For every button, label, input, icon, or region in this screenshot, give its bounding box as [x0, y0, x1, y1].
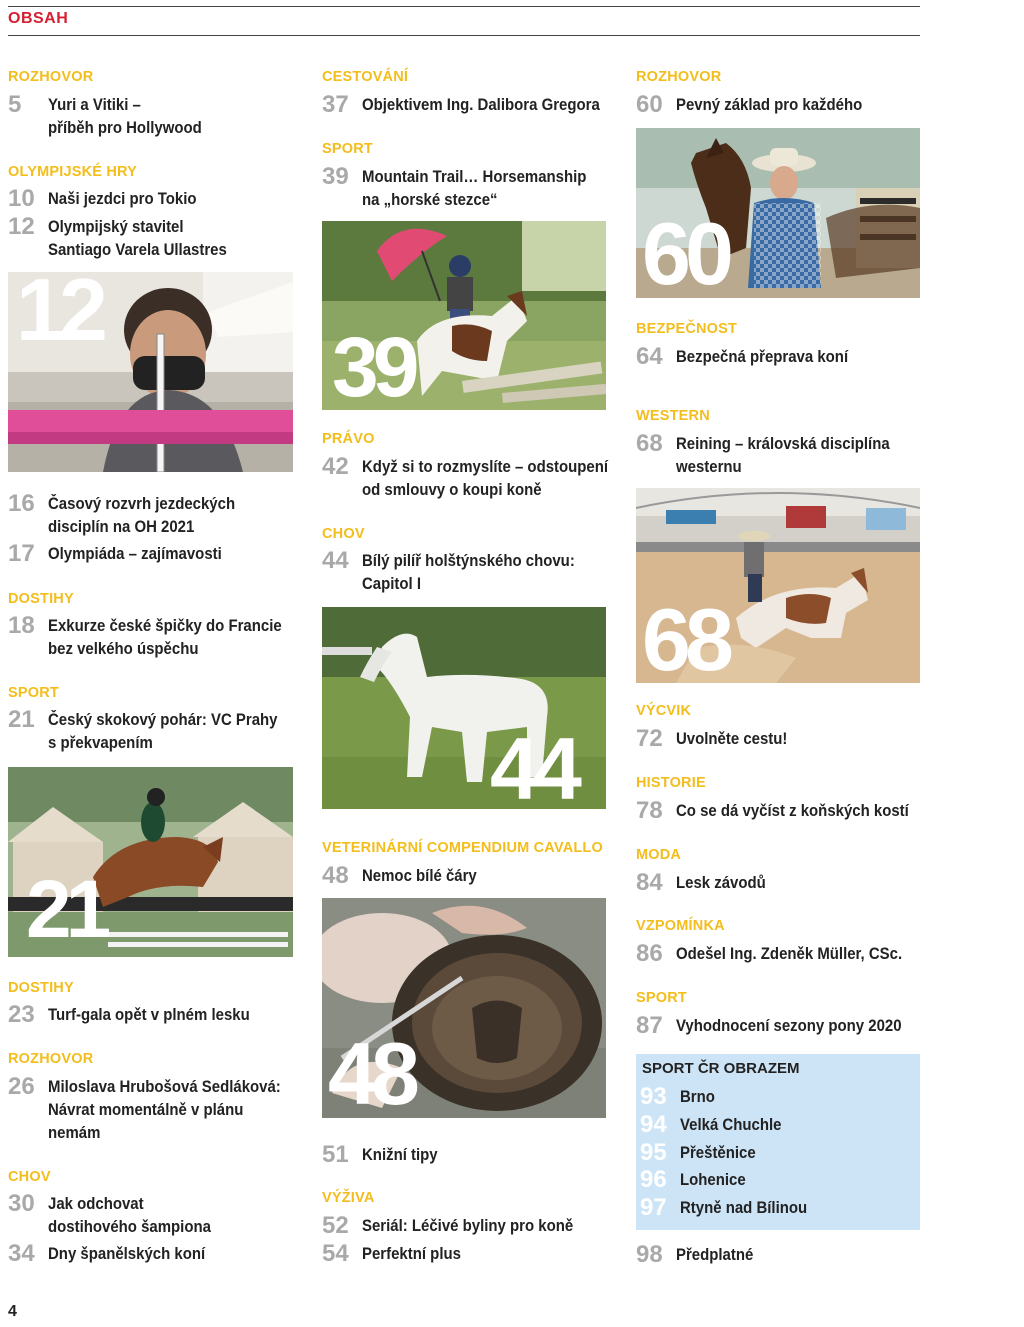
page-number: 10: [8, 185, 35, 212]
entry-title: Nemoc bílé čáry: [362, 866, 477, 885]
entry-title: Přeštěnice: [680, 1143, 756, 1162]
entry-title: Uvolněte cestu!: [676, 729, 788, 748]
toc-entry[interactable]: [636, 345, 872, 369]
toc-entry[interactable]: [636, 1014, 932, 1038]
toc-entry[interactable]: [322, 455, 642, 501]
page-number: 44: [322, 547, 349, 574]
section-label: BEZPEČNOST: [636, 321, 738, 337]
entry-title: Reining – královská disciplína westernu: [676, 434, 890, 476]
entry-title: Bílý pilíř holštýnského chovu: Capitol I: [362, 551, 575, 593]
photo-page-number: 39: [332, 320, 414, 410]
section-label: ROZHOVOR: [8, 69, 94, 85]
section-label: DOSTIHY: [8, 980, 74, 996]
toc-entry[interactable]: [636, 942, 933, 966]
section-label: SPORT: [636, 990, 687, 1006]
section-label: PRÁVO: [322, 431, 375, 447]
toc-entry[interactable]: [8, 1003, 277, 1027]
toc-entry[interactable]: [322, 864, 492, 888]
page-number: 16: [8, 490, 35, 517]
section-label: CHOV: [8, 1169, 51, 1185]
box-entry[interactable]: [640, 1113, 795, 1137]
toc-entry[interactable]: [636, 1243, 764, 1267]
page-number: 39: [322, 163, 349, 190]
photo-cowboy-horse: [636, 128, 920, 298]
page-number: 12: [8, 213, 35, 240]
toc-entry[interactable]: [8, 1242, 227, 1266]
page-number: 52: [322, 1212, 349, 1239]
page-number: 60: [636, 91, 663, 118]
box-entry[interactable]: [640, 1168, 755, 1192]
page-number: 86: [636, 940, 663, 967]
sport-cr-box: [636, 1054, 920, 1230]
page-number: 72: [636, 725, 663, 752]
entry-title: Český skokový pohár: VC Prahy s překvapením: [48, 710, 278, 752]
entry-title: Odešel Ing. Zdeněk Müller, CSc.: [676, 944, 903, 963]
photo-page-number: 68: [642, 590, 728, 683]
page-number: 97: [640, 1194, 667, 1221]
page-number: 68: [636, 430, 663, 457]
folio: 4: [8, 1303, 17, 1320]
toc-entry[interactable]: [8, 708, 309, 754]
section-label: CHOV: [322, 526, 365, 542]
page-number: 93: [640, 1083, 667, 1110]
page-number: 64: [636, 343, 663, 370]
entry-title: Objektivem Ing. Dalibora Gregora: [362, 95, 600, 114]
page-number: 21: [8, 706, 35, 733]
box-entry[interactable]: [640, 1196, 825, 1220]
toc-entry[interactable]: [636, 871, 778, 895]
section-label: VZPOMÍNKA: [636, 918, 725, 934]
entry-title: Vyhodnocení sezony pony 2020: [676, 1016, 902, 1035]
entry-title: Exkurze české špičky do Francie bez velkého úspěchu: [48, 616, 282, 658]
box-title: SPORT ČR OBRAZEM: [642, 1060, 800, 1077]
toc-entry[interactable]: [8, 614, 314, 660]
entry-title: Předplatné: [676, 1245, 754, 1264]
entry-title: Olympiáda – zajímavosti: [48, 544, 222, 563]
page-number: 17: [8, 540, 35, 567]
entry-title: Miloslava Hrubošová Sedláková: Návrat momentálně v plánu nemám: [48, 1077, 281, 1142]
entry-title: Dny španělských koní: [48, 1244, 206, 1263]
toc-entry[interactable]: [8, 1075, 313, 1144]
section-label: ROZHOVOR: [8, 1051, 94, 1067]
toc-entry[interactable]: [8, 215, 251, 261]
toc-entry[interactable]: [636, 432, 919, 478]
page-number: 23: [8, 1001, 35, 1028]
photo-hoof: [322, 898, 606, 1118]
photo-page-number: 12: [16, 272, 102, 359]
entry-title: Když si to rozmyslíte – odstoupení od smlouvy o koupi koně: [362, 457, 609, 499]
photo-page-number: 21: [26, 864, 106, 955]
entry-title: Bezpečná přeprava koní: [676, 347, 849, 366]
toc-entry[interactable]: [322, 93, 632, 117]
box-entry[interactable]: [640, 1085, 720, 1109]
page-title: OBSAH: [8, 10, 69, 27]
section-label: VETERINÁRNÍ COMPENDIUM CAVALLO: [322, 840, 603, 856]
toc-entry[interactable]: [8, 492, 261, 538]
page-number: 5: [8, 91, 22, 118]
page-number: 34: [8, 1240, 35, 1267]
page-number: 84: [636, 869, 663, 896]
entry-title: Seriál: Léčivé byliny pro koně: [362, 1216, 574, 1235]
section-label: HISTORIE: [636, 775, 706, 791]
page-number: 98: [636, 1241, 663, 1268]
entry-title: Naši jezdci pro Tokio: [48, 189, 197, 208]
entry-title: Yuri a Vitiki – příběh pro Hollywood: [48, 95, 202, 137]
entry-title: Velká Chuchle: [680, 1115, 782, 1134]
entry-title: Časový rozvrh jezdeckých disciplín na OH 2021: [48, 494, 236, 536]
section-label: SPORT: [8, 685, 59, 701]
page-number: 54: [322, 1240, 349, 1267]
page-number: 78: [636, 797, 663, 824]
entry-title: Lohenice: [680, 1170, 746, 1189]
toc-entry[interactable]: [322, 1242, 474, 1266]
toc-entry[interactable]: [322, 1143, 448, 1167]
toc-entry[interactable]: [322, 165, 617, 211]
entry-title: Jak odchovat dostihového šampiona: [48, 1194, 211, 1236]
page-number: 48: [322, 862, 349, 889]
section-label: MODA: [636, 847, 682, 863]
page-number: 37: [322, 91, 349, 118]
photo-show-jumping: [8, 767, 293, 957]
entry-title: Lesk závodů: [676, 873, 766, 892]
section-label: WESTERN: [636, 408, 710, 424]
header-top-rule: [8, 6, 920, 7]
section-label: VÝŽIVA: [322, 1190, 375, 1206]
photo-white-horse: [322, 607, 606, 809]
photo-reining: [636, 488, 920, 683]
entry-title: Pevný základ pro každého: [676, 95, 863, 114]
page-number: 51: [322, 1141, 349, 1168]
photo-page-number: 60: [642, 204, 728, 298]
entry-title: Turf-gala opět v plném lesku: [48, 1005, 250, 1024]
entry-title: Co se dá vyčíst z koňských kostí: [676, 801, 909, 820]
entry-title: Rtyně nad Bílinou: [680, 1198, 808, 1217]
entry-title: Perfektní plus: [362, 1244, 461, 1263]
page-number: 18: [8, 612, 35, 639]
section-label: CESTOVÁNÍ: [322, 69, 409, 85]
toc-entry[interactable]: [636, 93, 888, 117]
page-number: 87: [636, 1012, 663, 1039]
section-label: VÝCVIK: [636, 703, 692, 719]
toc-entry[interactable]: [636, 727, 803, 751]
box-entry[interactable]: [640, 1141, 766, 1165]
page-number: 95: [640, 1139, 667, 1166]
page-number: 26: [8, 1073, 35, 1100]
section-label: ROZHOVOR: [636, 69, 722, 85]
photo-page-number: 44: [490, 719, 576, 809]
toc-entry[interactable]: [636, 799, 941, 823]
section-label: OLYMPIJSKÉ HRY: [8, 164, 138, 180]
toc-entry[interactable]: [322, 1214, 602, 1238]
photo-mountain-trail: [322, 221, 606, 410]
toc-entry[interactable]: [8, 1192, 233, 1238]
page-number: 30: [8, 1190, 35, 1217]
toc-entry[interactable]: [8, 542, 245, 566]
section-label: DOSTIHY: [8, 591, 74, 607]
toc-entry[interactable]: [322, 549, 604, 595]
photo-course-designer: [8, 272, 293, 472]
page-number: 94: [640, 1111, 667, 1138]
page-number: 96: [640, 1166, 667, 1193]
entry-title: Brno: [680, 1087, 715, 1106]
toc-entry[interactable]: [8, 93, 223, 139]
section-label: SPORT: [322, 141, 373, 157]
header-bottom-rule: [8, 35, 920, 36]
entry-title: Olympijský stavitel Santiago Varela Ullastres: [48, 217, 227, 259]
photo-page-number: 48: [328, 1024, 414, 1118]
page-number: 42: [322, 453, 349, 480]
entry-title: Mountain Trail… Horsemanship na „horské stezce“: [362, 167, 587, 209]
entry-title: Knižní tipy: [362, 1145, 438, 1164]
toc-entry[interactable]: [8, 187, 217, 211]
